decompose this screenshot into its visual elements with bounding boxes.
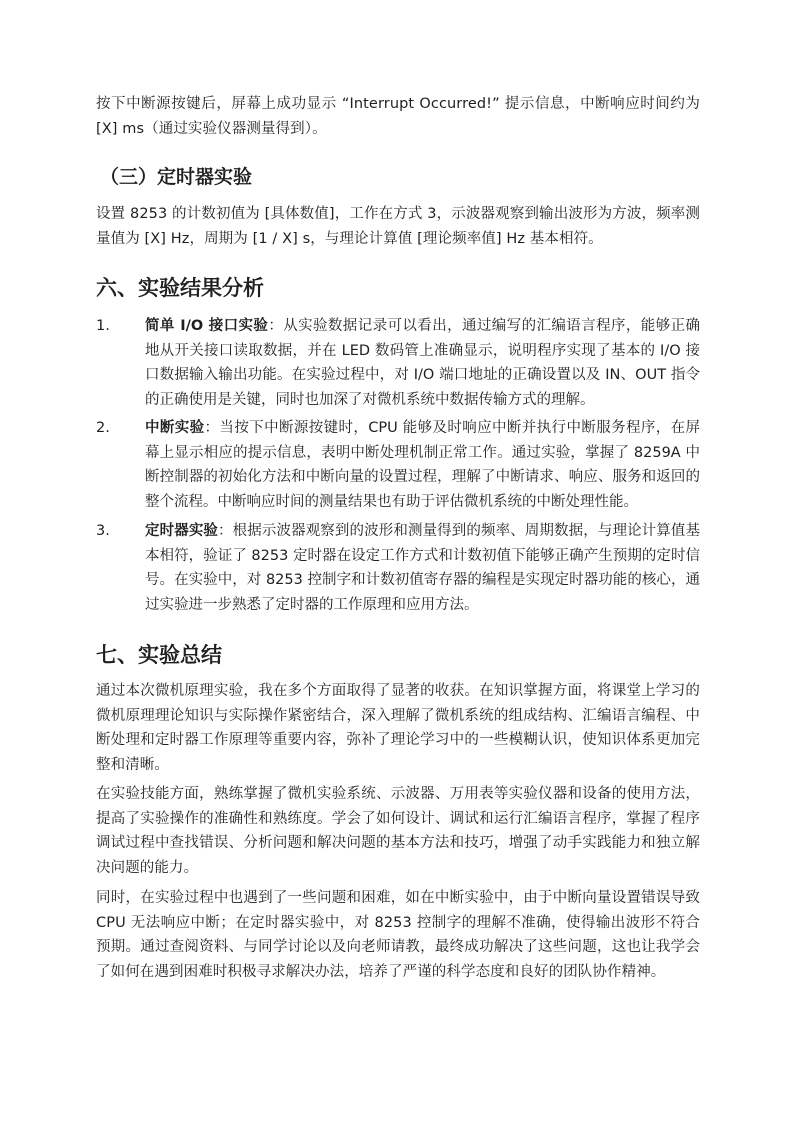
list-item-term: 简单 I/O 接口实验 [145,318,269,334]
list-item-number: 2. [96,420,110,436]
analysis-section-heading: 六、实验结果分析 [96,276,264,300]
summary-paragraph: 通过本次微机原理实验，我在多个方面取得了显著的收获。在知识掌握方面，将课堂上学习的微机原理理论知识与实际操作紧密结合，深入理解了微机系统的组成结构、汇编语言编程、中断处理和定时器工作原理等重要内容，弥补了理论学习中的一些模糊认识，使知识体系更加完整和清晰。 [96,683,700,773]
summary-paragraph: 同时，在实验过程中也遇到了一些问题和困难，如在中断实验中，由于中断向量设置错误导致 CPU 无法响应中断；在定时器实验中，对 8253 控制字的理解不准确，使得输出波形不符合预期。通过查阅资料、与同学讨论以及向老师请教，最终成功解决了这些问题，这也让我学会了如何在遇到困难时积极寻求解决办法，培养了严谨的科学态度和良好的团队协作精神。 [96,890,700,980]
summary-paragraph: 在实验技能方面，熟练掌握了微机实验系统、示波器、万用表等实验仪器和设备的使用方法，提高了实验操作的准确性和熟练度。学会了如何设计、调试和运行汇编语言程序，掌握了程序调试过程中查找错误、分析问题和解决问题的基本方法和技巧，增强了动手实践能力和独立解决问题的能力。 [96,786,700,876]
list-item-text: ：从实验数据记录可以看出，通过编写的汇编语言程序，能够正确地从开关接口读取数据，并在 LED 数码管上准确显示，说明程序实现了基本的 I/O 接口数据输入输出功能。在实验过程中，对 I/O 端口地址的正确设置以及 IN、OUT 指令的正确使用是关键，同时也加深了对微机系统中数据传输方式的理解。 [145,318,700,408]
list-item-term: 中断实验 [145,420,205,436]
timer-section-heading: （三）定时器实验 [100,166,253,188]
summary-section-heading: 七、实验总结 [96,643,222,667]
list-item-term: 定时器实验 [145,523,219,539]
list-item-text: ：当按下中断源按键时，CPU 能够及时响应中断并执行中断服务程序，在屏幕上显示相应的提示信息，表明中断处理机制正常工作。通过实验，掌握了 8259A 中断控制器的初始化方法和中断向量的设置过程，理解了中断请求、响应、服务和返回的整个流程。中断响应时间的测量结果也有助于评估微机系统的中断处理性能。 [145,420,701,510]
list-item-number: 1. [96,318,110,334]
list-item-body [145,519,700,617]
intro-paragraph: 按下中断源按键后，屏幕上成功显示 “Interrupt Occurred!” 提示信息，中断响应时间约为 [X] ms（通过实验仪器测量得到）。 [96,96,700,137]
list-item-body [145,416,700,514]
list-item-number: 3. [96,523,110,539]
timer-section-text: 设置 8253 的计数初值为 [具体数值]，工作在方式 3，示波器观察到输出波形为方波，频率测量值为 [X] Hz，周期为 [1 / X] s，与理论计算值 [理论频率值] Hz 基本相符。 [96,206,700,247]
list-item-text: ：根据示波器观察到的波形和测量得到的频率、周期数据，与理论计算值基本相符，验证了 8253 定时器在设定工作方式和计数初值下能够正确产生预期的定时信号。在实验中，对 8253 控制字和计数初值寄存器的编程是实现定时器功能的核心，通过实验进一步熟悉了定时器的工作原理和应用方法。 [145,523,701,613]
list-item-body [145,314,700,412]
